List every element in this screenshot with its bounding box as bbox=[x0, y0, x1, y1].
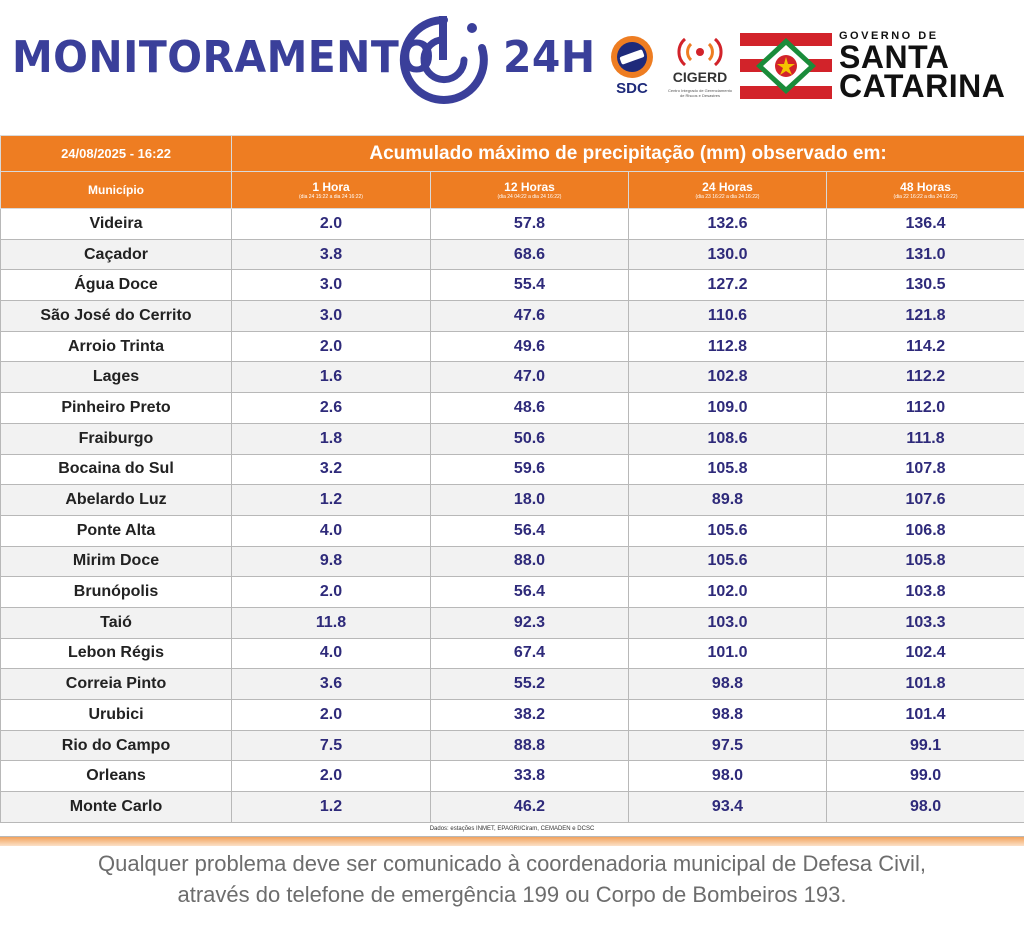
footer-line1: Qualquer problema deve ser comunicado à coordenadoria municipal de Defesa Civil, bbox=[98, 851, 926, 876]
table-row bbox=[1, 638, 1024, 669]
rainfall-cell: 110.6 bbox=[629, 301, 827, 332]
municipality-cell: Bocaina do Sul bbox=[1, 454, 232, 485]
brand-24h: 24H bbox=[503, 32, 596, 83]
footer-line2: através do telefone de emergência 199 ou Corpo de Bombeiros 193. bbox=[177, 882, 847, 907]
rainfall-cell: 3.0 bbox=[232, 301, 431, 332]
table-row bbox=[1, 700, 1024, 731]
rainfall-cell: 88.0 bbox=[431, 546, 629, 577]
municipality-cell: Monte Carlo bbox=[1, 792, 232, 823]
rainfall-cell: 107.6 bbox=[827, 485, 1024, 516]
table-row bbox=[1, 454, 1024, 485]
table-body bbox=[1, 209, 1024, 823]
municipality-cell: Urubici bbox=[1, 700, 232, 731]
rainfall-cell: 101.0 bbox=[629, 638, 827, 669]
municipality-cell: Rio do Campo bbox=[1, 730, 232, 761]
municipality-cell: Orleans bbox=[1, 761, 232, 792]
rainfall-cell: 56.4 bbox=[431, 577, 629, 608]
rainfall-cell: 7.5 bbox=[232, 730, 431, 761]
rainfall-cell: 3.2 bbox=[232, 454, 431, 485]
municipality-cell: Lages bbox=[1, 362, 232, 393]
table-row bbox=[1, 362, 1024, 393]
header-banner bbox=[0, 0, 1024, 135]
rainfall-cell: 2.0 bbox=[232, 761, 431, 792]
rainfall-cell: 18.0 bbox=[431, 485, 629, 516]
rainfall-cell: 11.8 bbox=[232, 607, 431, 638]
sdc-logo bbox=[606, 34, 658, 100]
rainfall-cell: 130.5 bbox=[827, 270, 1024, 301]
rainfall-cell: 114.2 bbox=[827, 331, 1024, 362]
rainfall-cell: 33.8 bbox=[431, 761, 629, 792]
rainfall-cell: 101.8 bbox=[827, 669, 1024, 700]
municipality-cell: São José do Cerrito bbox=[1, 301, 232, 332]
rainfall-cell: 99.0 bbox=[827, 761, 1024, 792]
rainfall-cell: 108.6 bbox=[629, 423, 827, 454]
rainfall-cell: 97.5 bbox=[629, 730, 827, 761]
santa-catarina-flag-icon bbox=[740, 33, 832, 99]
brand-title: MONITORAMENTO bbox=[12, 32, 435, 83]
rainfall-cell: 131.0 bbox=[827, 239, 1024, 270]
rainfall-cell: 105.6 bbox=[629, 546, 827, 577]
footer-notice bbox=[0, 848, 1024, 910]
rainfall-cell: 105.8 bbox=[827, 546, 1024, 577]
cigerd-signal-icon bbox=[665, 36, 735, 68]
rainfall-cell: 93.4 bbox=[629, 792, 827, 823]
rainfall-cell: 2.0 bbox=[232, 209, 431, 240]
cigerd-label: CIGERD bbox=[672, 69, 728, 85]
table-row bbox=[1, 730, 1024, 761]
municipality-cell: Água Doce bbox=[1, 270, 232, 301]
column-label: 12 Horas bbox=[504, 179, 555, 194]
column-header-0 bbox=[1, 172, 232, 209]
data-source-note: Dados: estações INMET, EPAGRI/Ciram, CEMADEN e DCSC bbox=[0, 822, 1024, 837]
gov-line1: SANTA bbox=[839, 39, 950, 75]
rainfall-cell: 38.2 bbox=[431, 700, 629, 731]
bottom-divider bbox=[0, 918, 1024, 927]
municipality-cell: Brunópolis bbox=[1, 577, 232, 608]
municipality-cell: Arroio Trinta bbox=[1, 331, 232, 362]
municipality-cell: Caçador bbox=[1, 239, 232, 270]
government-logo bbox=[839, 30, 1024, 105]
rainfall-cell: 59.6 bbox=[431, 454, 629, 485]
rainfall-cell: 56.4 bbox=[431, 515, 629, 546]
rainfall-cell: 127.2 bbox=[629, 270, 827, 301]
report-date: 24/08/2025 - 16:22 bbox=[1, 136, 232, 172]
gov-line2: CATARINA bbox=[839, 68, 1006, 104]
rainfall-cell: 98.0 bbox=[827, 792, 1024, 823]
column-period: (dia 23 16:22 a dia 24 16:22) bbox=[695, 193, 760, 200]
municipality-cell: Abelardo Luz bbox=[1, 485, 232, 516]
rainfall-cell: 46.2 bbox=[431, 792, 629, 823]
rainfall-cell: 49.6 bbox=[431, 331, 629, 362]
rainfall-cell: 3.0 bbox=[232, 270, 431, 301]
column-label: 24 Horas bbox=[702, 179, 753, 194]
table-row bbox=[1, 792, 1024, 823]
rainfall-cell: 2.6 bbox=[232, 393, 431, 424]
table-row bbox=[1, 515, 1024, 546]
cigerd-subtitle: Centro Integrado de Gerenciamento de Riscos e Desastres bbox=[667, 88, 733, 98]
sdc-emblem-icon bbox=[606, 34, 658, 80]
column-period: (dia 24 15:22 a dia 24 16:22) bbox=[299, 193, 363, 200]
rainfall-cell: 101.4 bbox=[827, 700, 1024, 731]
rainfall-cell: 89.8 bbox=[629, 485, 827, 516]
table-row bbox=[1, 209, 1024, 240]
rainfall-cell: 98.8 bbox=[629, 700, 827, 731]
table-row bbox=[1, 393, 1024, 424]
rainfall-cell: 68.6 bbox=[431, 239, 629, 270]
rainfall-cell: 4.0 bbox=[232, 515, 431, 546]
table-title: Acumulado máximo de precipitação (mm) observado em: bbox=[232, 136, 1024, 172]
rainfall-cell: 2.0 bbox=[232, 331, 431, 362]
table-title-row bbox=[1, 136, 1024, 172]
rainfall-cell: 2.0 bbox=[232, 577, 431, 608]
column-label: 48 Horas bbox=[900, 179, 951, 194]
rainfall-cell: 57.8 bbox=[431, 209, 629, 240]
table-row bbox=[1, 270, 1024, 301]
rainfall-cell: 98.0 bbox=[629, 761, 827, 792]
column-period: (dia 22 16:22 a dia 24 16:22) bbox=[893, 193, 958, 200]
table-row bbox=[1, 485, 1024, 516]
rainfall-cell: 102.4 bbox=[827, 638, 1024, 669]
rainfall-cell: 105.8 bbox=[629, 454, 827, 485]
table-row bbox=[1, 301, 1024, 332]
rainfall-cell: 102.8 bbox=[629, 362, 827, 393]
rainfall-cell: 109.0 bbox=[629, 393, 827, 424]
rainfall-cell: 99.1 bbox=[827, 730, 1024, 761]
rainfall-cell: 136.4 bbox=[827, 209, 1024, 240]
rainfall-cell: 106.8 bbox=[827, 515, 1024, 546]
municipality-cell: Fraiburgo bbox=[1, 423, 232, 454]
column-label: 1 Hora bbox=[312, 179, 350, 194]
rainfall-cell: 2.0 bbox=[232, 700, 431, 731]
table-row bbox=[1, 577, 1024, 608]
table-row bbox=[1, 761, 1024, 792]
municipality-cell: Videira bbox=[1, 209, 232, 240]
table-row bbox=[1, 239, 1024, 270]
rainfall-cell: 4.0 bbox=[232, 638, 431, 669]
column-header-4 bbox=[827, 172, 1024, 209]
rainfall-cell: 3.8 bbox=[232, 239, 431, 270]
rainfall-cell: 102.0 bbox=[629, 577, 827, 608]
municipality-cell: Ponte Alta bbox=[1, 515, 232, 546]
monitoring-radar-icon bbox=[394, 10, 494, 110]
table-row bbox=[1, 669, 1024, 700]
rainfall-cell: 111.8 bbox=[827, 423, 1024, 454]
rainfall-cell: 55.4 bbox=[431, 270, 629, 301]
table-row bbox=[1, 331, 1024, 362]
municipality-cell: Taió bbox=[1, 607, 232, 638]
rainfall-cell: 9.8 bbox=[232, 546, 431, 577]
precipitation-table bbox=[0, 135, 1024, 823]
rainfall-cell: 47.6 bbox=[431, 301, 629, 332]
rainfall-cell: 105.6 bbox=[629, 515, 827, 546]
column-header-2 bbox=[431, 172, 629, 209]
rainfall-cell: 1.2 bbox=[232, 792, 431, 823]
column-period: (dia 24 04:22 a dia 24 16:22) bbox=[497, 193, 562, 200]
cigerd-logo bbox=[665, 36, 735, 100]
column-header-3 bbox=[629, 172, 827, 209]
municipality-cell: Mirim Doce bbox=[1, 546, 232, 577]
rainfall-cell: 112.8 bbox=[629, 331, 827, 362]
sdc-label: SDC bbox=[616, 80, 648, 97]
rainfall-cell: 121.8 bbox=[827, 301, 1024, 332]
table-row bbox=[1, 546, 1024, 577]
rainfall-cell: 1.6 bbox=[232, 362, 431, 393]
rainfall-cell: 48.6 bbox=[431, 393, 629, 424]
rainfall-cell: 107.8 bbox=[827, 454, 1024, 485]
table-row bbox=[1, 607, 1024, 638]
column-label: Município bbox=[88, 183, 144, 197]
column-header-1 bbox=[232, 172, 431, 209]
rainfall-cell: 88.8 bbox=[431, 730, 629, 761]
rainfall-cell: 98.8 bbox=[629, 669, 827, 700]
rainfall-cell: 112.0 bbox=[827, 393, 1024, 424]
rainfall-cell: 103.3 bbox=[827, 607, 1024, 638]
rainfall-cell: 103.0 bbox=[629, 607, 827, 638]
rainfall-cell: 92.3 bbox=[431, 607, 629, 638]
rainfall-cell: 112.2 bbox=[827, 362, 1024, 393]
rainfall-cell: 1.2 bbox=[232, 485, 431, 516]
orange-divider bbox=[0, 837, 1024, 846]
municipality-cell: Lebon Régis bbox=[1, 638, 232, 669]
rainfall-cell: 1.8 bbox=[232, 423, 431, 454]
rainfall-cell: 50.6 bbox=[431, 423, 629, 454]
column-header-row bbox=[1, 172, 1024, 209]
gov-small-label: GOVERNO DE bbox=[839, 30, 939, 42]
municipality-cell: Correia Pinto bbox=[1, 669, 232, 700]
precipitation-table-area bbox=[0, 135, 1024, 823]
rainfall-cell: 132.6 bbox=[629, 209, 827, 240]
table-row bbox=[1, 423, 1024, 454]
rainfall-cell: 47.0 bbox=[431, 362, 629, 393]
rainfall-cell: 103.8 bbox=[827, 577, 1024, 608]
municipality-cell: Pinheiro Preto bbox=[1, 393, 232, 424]
rainfall-cell: 55.2 bbox=[431, 669, 629, 700]
rainfall-cell: 130.0 bbox=[629, 239, 827, 270]
rainfall-cell: 3.6 bbox=[232, 669, 431, 700]
rainfall-cell: 67.4 bbox=[431, 638, 629, 669]
